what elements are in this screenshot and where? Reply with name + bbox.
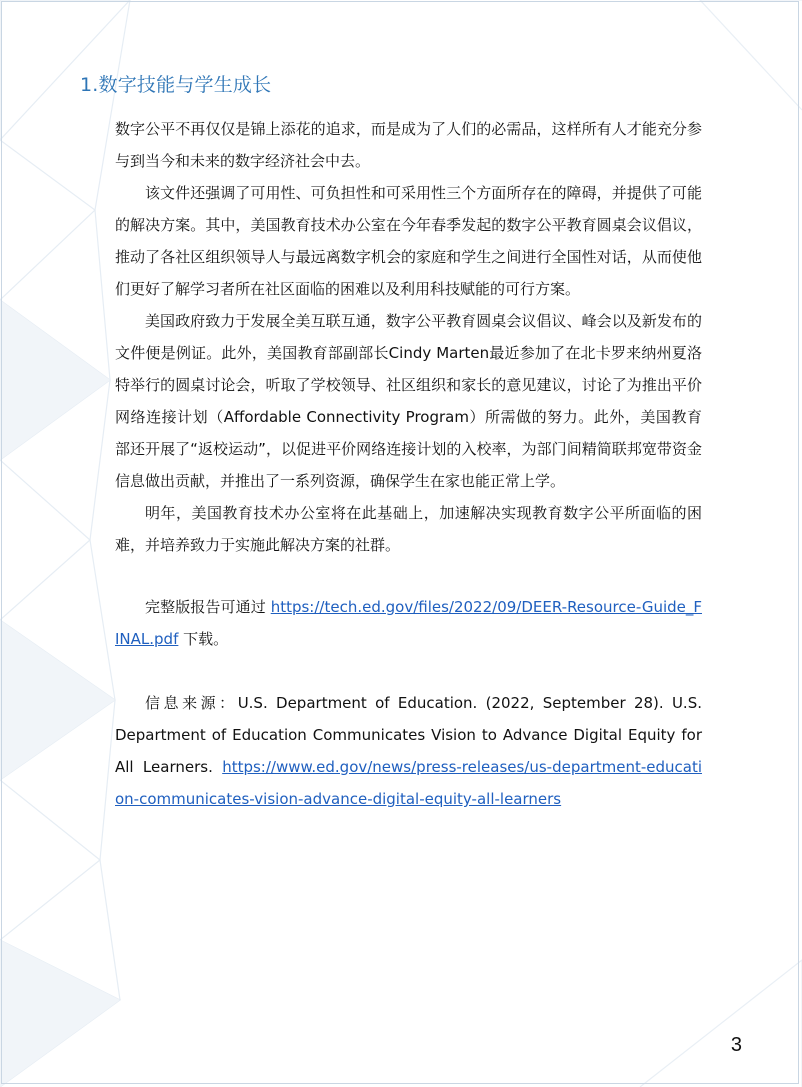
section-heading: 1.数字技能与学生成长 xyxy=(80,74,272,96)
source-prefix: 信息来源：U.S. Department of Education. (2022, September 28). U.S. Department of Education Communicates Vision to Advance Digital Equity for All Learners. xyxy=(115,694,702,776)
spacer xyxy=(115,561,702,591)
report-link[interactable]: https://tech.ed.gov/files/2022/09/DEER-Resource-Guide_FINAL.pdf xyxy=(115,598,702,648)
report-prefix: 完整版报告可通过 xyxy=(145,598,271,616)
paragraph-1: 数字公平不再仅仅是锦上添花的追求，而是成为了人们的必需品，这样所有人才能充分参与到当今和未来的数字经济社会中去。 xyxy=(115,120,702,170)
report-download-line xyxy=(115,591,702,655)
paragraph-2: 该文件还强调了可用性、可负担性和可采用性三个方面所存在的障碍，并提供了可能的解决方案。其中，美国教育技术办公室在今年春季发起的数字公平教育圆桌会议倡议，推动了各社区组织领导人与最远离数字机会的家庭和学生之间进行全国性对话，从而使他们更好了解学习者所在社区面临的困难以及利用科技赋能的可行方案。 xyxy=(115,184,702,298)
report-suffix: 下载。 xyxy=(178,630,229,648)
spacer xyxy=(115,655,702,687)
article-body xyxy=(115,113,702,815)
source-citation xyxy=(115,687,702,815)
source-link[interactable]: https://www.ed.gov/news/press-releases/us-department-education-communicates-vision-advance-digital-equity-all-learners xyxy=(115,758,702,808)
paragraph-4: 明年，美国教育技术办公室将在此基础上，加速解决实现教育数字公平所面临的困难，并培养致力于实施此解决方案的社群。 xyxy=(115,504,702,554)
page-number: 3 xyxy=(730,1034,742,1056)
paragraph-3: 美国政府致力于发展全美互联互通，数字公平教育圆桌会议倡议、峰会以及新发布的文件便是例证。此外，美国教育部副部长Cindy Marten最近参加了在北卡罗来纳州夏洛特举行的圆桌讨论会，听取了学校领导、社区组织和家长的意见建议，讨论了为推出平价网络连接计划（Affordable Connectivity Program）所需做的努力。此外，美国教育部还开展了“返校运动”，以促进平价网络连接计划的入校率，为部门间精简联邦宽带资金信息做出贡献，并推出了一系列资源，确保学生在家也能正常上学。 xyxy=(115,312,702,490)
